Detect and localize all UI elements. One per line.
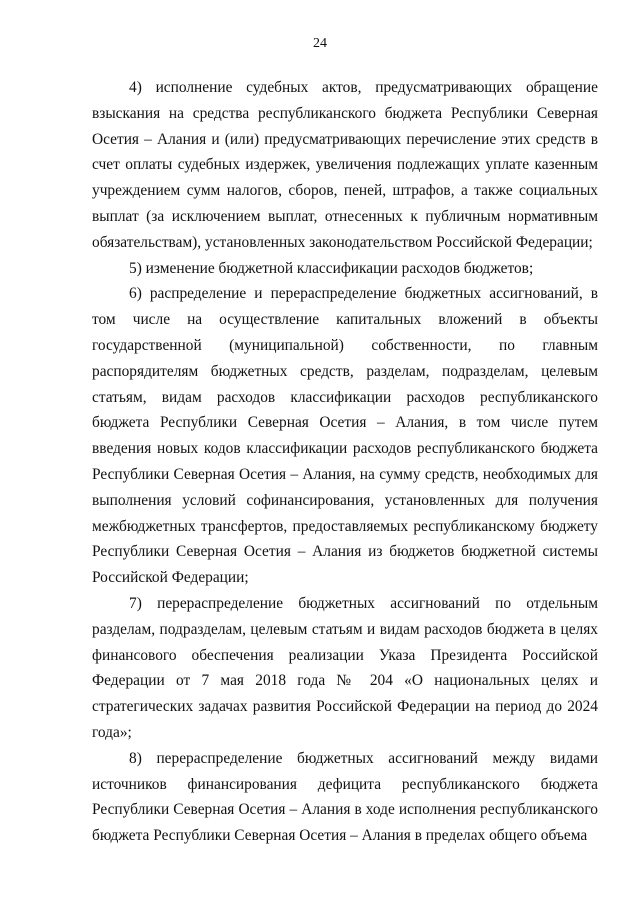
paragraph-item-6: 6) распределение и перераспределение бюджетных ассигнований, в том числе на осуществление капитальных вложений в объекты государственной (муниципальной) собственности, по главным распорядителям бюджетных средств, разделам, подразделам, целевым статьям, видам расходов классификации расходов республиканского бюджета Республики Северная Осетия – Алания, в том числе путем введения новых кодов классификации расходов республиканского бюджета Республики Северная Осетия – Алания, на сумму средств, необходимых для выполнения условий софинансирования, установленных для получения межбюджетных трансфертов, предоставляемых республиканскому бюджету Республики Северная Осетия – Алания из бюджетов бюджетной системы Российской Федерации; [92,285,598,587]
paragraph-item-4: 4) исполнение судебных актов, предусматривающих обращение взыскания на средства республиканского бюджета Республики Северная Осетия – Алания и (или) предусматривающих перечисление этих средств в счет оплаты судебных издержек, увеличения подлежащих уплате казенным учреждением сумм налогов, сборов, пеней, штрафов, а также социальных выплат (за исключением выплат, отнесенных к публичным нормативным обязательствам), установленных законодательством Российской Федерации; [92,79,598,251]
paragraph-item-7: 7) перераспределение бюджетных ассигнований по отдельным разделам, подразделам, целевым статьям и видам расходов бюджета в целях финансового обеспечения реализации Указа Президента Российской Федерации от 7 мая 2018 года № 204 «О национальных целях и стратегических задачах развития Российской Федерации на период до 2024 года»; [92,594,598,741]
document-body [92,75,598,849]
paragraph-item-5: 5) изменение бюджетной классификации расходов бюджетов; [129,259,534,277]
page-number: 24 [313,36,327,51]
paragraph-item-8: 8) перераспределение бюджетных ассигнований между видами источников финансирования дефицита республиканского бюджета Республики Северная Осетия – Алания в ходе исполнения республиканского бюджета Республики Северная Осетия – Алания в пределах общего объема [92,749,598,845]
